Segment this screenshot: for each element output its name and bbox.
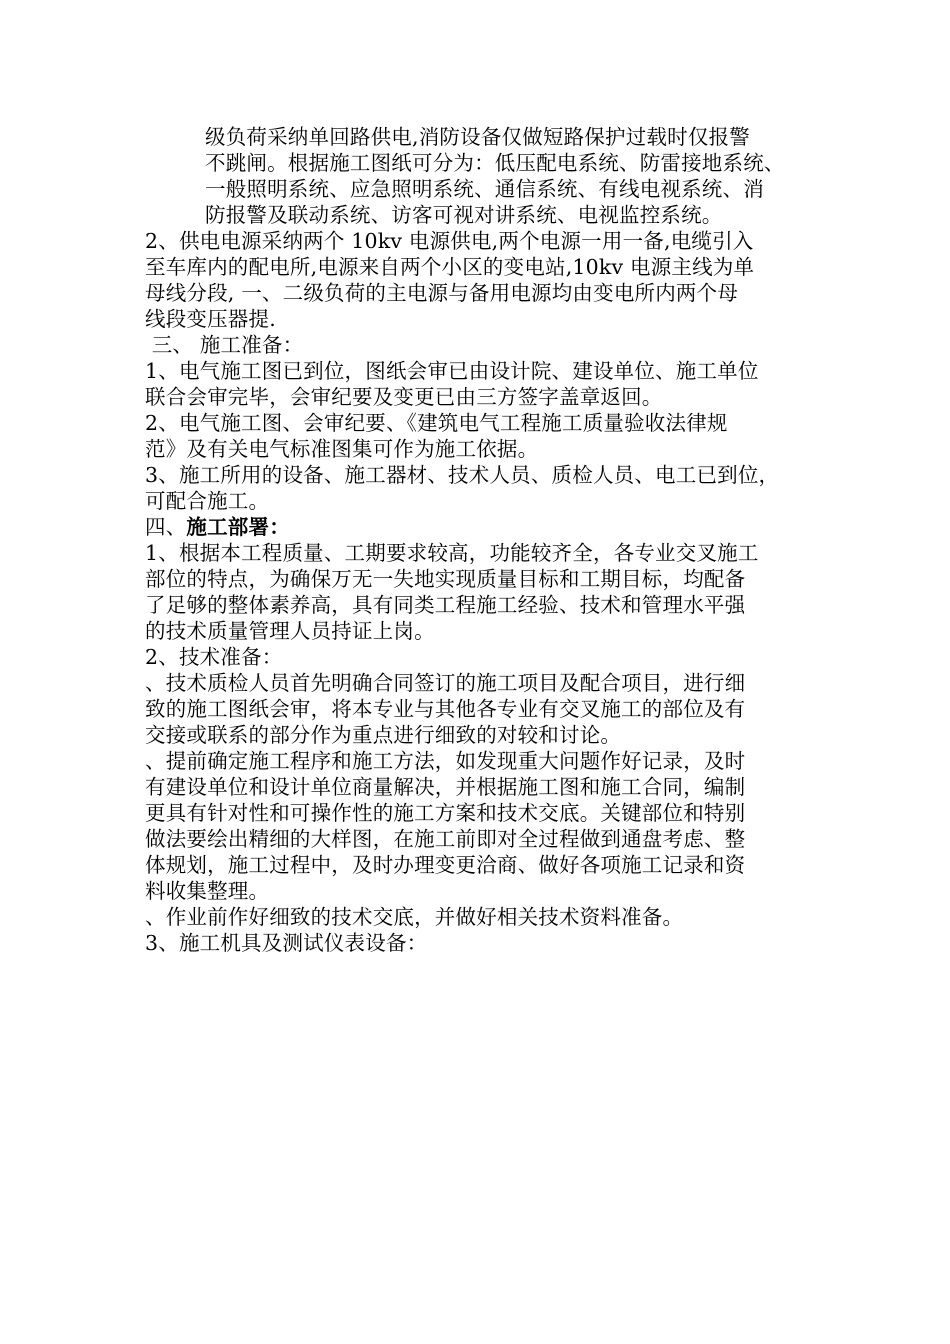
text-line: 可配合施工。	[145, 489, 270, 513]
text-line: 级负荷采纳单回路供电,消防设备仅做短路保护过载时仅报警	[205, 125, 750, 149]
text-line: 了足够的整体素养高，具有同类工程施工经验、技术和管理水平强	[145, 593, 746, 617]
text-line: 防报警及联动系统、访客可视对讲系统、电视监控系统。	[205, 203, 723, 227]
text-line: 联合会审完毕，会审纪要及变更已由三方签字盖章返回。	[145, 385, 663, 409]
text-line: 2、供电电源采纳两个 10kv 电源供电,两个电源一用一备,电缆引入	[145, 229, 754, 253]
text-line: 、技术质检人员首先明确合同签订的施工项目及配合项目，进行细	[145, 671, 746, 695]
text-line: 交接或联系的部分作为重点进行细致的对较和讨论。	[145, 723, 622, 747]
heading-number: 四、	[145, 515, 187, 539]
text-line: 线段变压器提.	[145, 307, 276, 331]
text-line: 料收集整理。	[145, 879, 270, 903]
text-line: 、作业前作好细致的技术交底，并做好相关技术资料准备。	[145, 905, 684, 929]
heading-title: 施工部署：	[186, 515, 290, 539]
text-line: 一般照明系统、应急照明系统、通信系统、有线电视系统、消	[205, 177, 764, 201]
section-heading-3: 三、 施工准备：	[145, 333, 304, 357]
text-line: 3、施工机具及测试仪表设备：	[145, 931, 428, 955]
text-line: 1、电气施工图已到位，图纸会审已由设计院、建设单位、施工单位	[145, 359, 759, 383]
text-line: 至车库内的配电所,电源来自两个小区的变电站,10kv 电源主线为单	[145, 255, 755, 279]
text-line: 的技术质量管理人员持证上岗。	[145, 619, 435, 643]
text-line: 不跳闸。根据施工图纸可分为：低压配电系统、防雷接地系统、	[205, 151, 785, 175]
text-line: 母线分段, 一、二级负荷的主电源与备用电源均由变电所内两个母	[145, 281, 739, 305]
text-line: 范》及有关电气标准图集可作为施工依据。	[145, 437, 539, 461]
text-line: 体规划，施工过程中，及时办理变更洽商、做好各项施工记录和资	[145, 853, 746, 877]
text-line: 2、技术准备：	[145, 645, 283, 669]
text-line: 1、根据本工程质量、工期要求较高，功能较齐全，各专业交叉施工	[145, 541, 759, 565]
text-line: 2、电气施工图、会审纪要、《建筑电气工程施工质量验收法律规	[145, 411, 728, 435]
section-heading-4	[145, 514, 290, 540]
text-line: 有建设单位和设计单位商量解决，并根据施工图和施工合同，编制	[145, 775, 746, 799]
text-line: 部位的特点，为确保万无一失地实现质量目标和工期目标，均配备	[145, 567, 746, 591]
text-line: 致的施工图纸会审，将本专业与其他各专业有交叉施工的部位及有	[145, 697, 746, 721]
text-line: 、提前确定施工程序和施工方法，如发现重大问题作好记录，及时	[145, 749, 746, 773]
text-line: 3、施工所用的设备、施工器材、技术人员、质检人员、电工已到位，	[145, 463, 780, 487]
text-line: 做法要绘出精细的大样图，在施工前即对全过程做到通盘考虑、整	[145, 827, 746, 851]
text-line: 更具有针对性和可操作性的施工方案和技术交底。关键部位和特别	[145, 801, 746, 825]
